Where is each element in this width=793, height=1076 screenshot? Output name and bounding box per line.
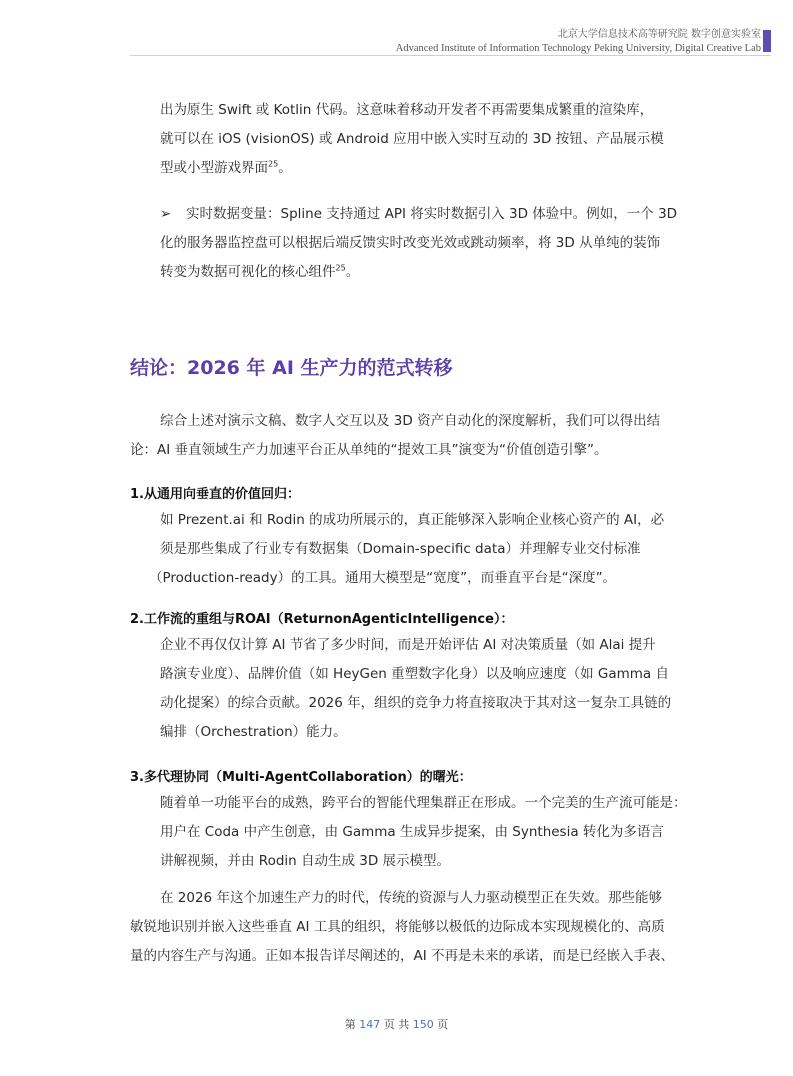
paragraph-line: 型或小型游戏界面$^{25}$。 [160,159,292,176]
section-heading: 结论：2026 年 AI 生产力的范式转移 [130,357,453,379]
paragraph-line: 动化提案）的综合贡献。2026 年，组织的竞争力将直接取决于其对这一复杂工具链的 [160,695,672,711]
header-divider [130,55,771,56]
paragraph-line: 用户在 Coda 中产生创意，由 Gamma 生成异步提案，由 Synthesia 转化为多语言 [160,824,664,840]
paragraph-line: 讲解视频，并由 Rodin 自动生成 3D 展示模型。 [160,853,451,869]
paragraph-line: 路演专业度）、品牌价值（如 HeyGen 重塑数字化身）以及响应速度（如 Gamma 自 [160,666,669,682]
paragraph-line: 编排（Orchestration）能力。 [160,724,347,740]
total-page-number: 150 [412,1018,434,1031]
paragraph-line: 须是那些集成了行业专有数据集（Domain-specific data）并理解专业交付标准 [160,541,641,557]
paragraph-line: （Production-ready）的工具。通用大模型是“宽度”，而垂直平台是“深度”。 [149,570,617,586]
subsection-title: 1.从通用向垂直的价值回归： [130,487,300,502]
footer-prefix: 第 [344,1018,356,1031]
page-footer [0,1016,793,1032]
citation-superscript: 25 [335,263,346,273]
paragraph-line: 企业不再仅仅计算 AI 节省了多少时间，而是开始评估 AI 对决策质量（如 Alai 提升 [160,637,656,653]
current-page-number: 147 [359,1018,381,1031]
paragraph-line: 量的内容生产与沟通。正如本报告详尽阐述的，AI 不再是未来的承诺，而是已经嵌入手表、 [130,948,675,964]
footer-suffix: 页 [437,1018,449,1031]
paragraph-line: 随着单一功能平台的成熟，跨平台的智能代理集群正在形成。一个完美的生产流可能是： [160,795,687,811]
bullet-line: 转变为数据可视化的核心组件$^{25}$。 [160,263,360,280]
paragraph-line: 就可以在 iOS (visionOS) 或 Android 应用中嵌入实时互动的 3D 按钮、产品展示模 [160,131,664,147]
bullet-line: ➢ 实时数据变量：Spline 支持通过 API 将实时数据引入 3D 体验中。例如，一个 3D [160,200,677,229]
arrow-bullet-icon: ➢ [160,206,172,222]
paragraph-line: 论：AI 垂直领域生产力加速平台正从单纯的“提效工具”演变为“价值创造引擎”。 [130,442,608,458]
header-accent-bar [763,30,771,52]
footer-mid: 页 共 [383,1018,410,1031]
paragraph-line: 如 Prezent.ai 和 Rodin 的成功所展示的，真正能够深入影响企业核心资产的 AI，必 [160,512,665,528]
paragraph-line: 出为原生 Swift 或 Kotlin 代码。这意味着移动开发者不再需要集成繁重的渲染库， [160,102,654,118]
bullet-line: 化的服务器监控盘可以根据后端反馈实时改变光效或跳动频率，将 3D 从单纯的装饰 [160,235,661,251]
subsection-title: 2.工作流的重组与ROAI（ReturnonAgenticIntelligence）： [130,612,514,627]
paragraph-line: 敏锐地识别并嵌入这些垂直 AI 工具的组织，将能够以极低的边际成本实现规模化的、高质 [130,919,665,935]
header-institute-cn: 北京大学信息技术高等研究院 数字创意实验室 [557,29,761,40]
paragraph-line: 综合上述对演示文稿、数字人交互以及 3D 资产自动化的深度解析，我们可以得出结 [160,413,661,429]
paragraph-line: 在 2026 年这个加速生产力的时代，传统的资源与人力驱动模型正在失效。那些能够 [160,890,662,906]
citation-superscript: 25 [268,159,279,169]
header-institute-en: Advanced Institute of Information Technology Peking University, Digital Creative Lab [395,43,761,54]
subsection-title: 3.多代理协同（Multi-AgentCollaboration）的曙光： [130,770,472,785]
